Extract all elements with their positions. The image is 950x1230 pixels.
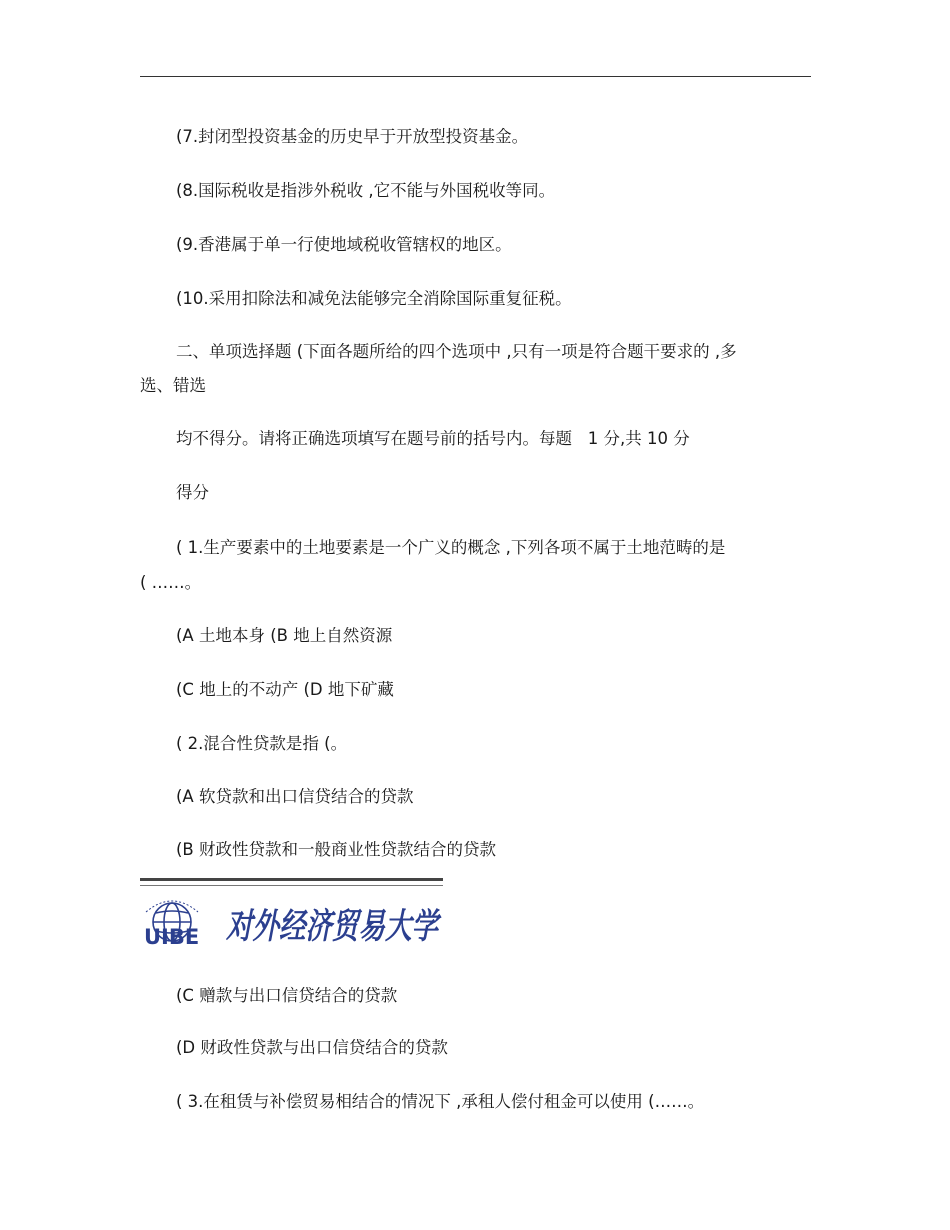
question-2-option-b: (B 财政性贷款和一般商业性贷款结合的贷款	[176, 840, 497, 859]
question-1: ( 1.生产要素中的土地要素是一个广义的概念 ,下列各项不属于土地范畴的是	[176, 538, 726, 557]
question-1-options-ab: (A 土地本身 (B 地上自然资源	[176, 626, 393, 645]
section-heading: 二、单项选择题 (下面各题所给的四个选项中 ,只有一项是符合题干要求的 ,多	[176, 342, 737, 361]
section-heading-cont: 选、错选	[140, 376, 206, 395]
statement-9: (9.香港属于单一行使地域税收管辖权的地区。	[176, 235, 512, 254]
question-2: ( 2.混合性贷款是指 (。	[176, 734, 348, 753]
statement-8: (8.国际税收是指涉外税收 ,它不能与外国税收等同。	[176, 181, 556, 200]
question-1-options-cd: (C 地上的不动产 (D 地下矿藏	[176, 680, 394, 699]
statement-10: (10.采用扣除法和减免法能够完全消除国际重复征税。	[176, 289, 572, 308]
logo-abbr: UIBE	[144, 925, 200, 949]
question-2-option-c: (C 赠款与出口信贷结合的贷款	[176, 986, 398, 1005]
question-3: ( 3.在租赁与补偿贸易相结合的情况下 ,承租人偿付租金可以使用 (……。	[176, 1092, 705, 1111]
header-rule	[140, 76, 811, 77]
question-1-cont: ( ……。	[140, 573, 202, 592]
logo-graphic	[140, 878, 444, 948]
university-logo	[140, 878, 444, 948]
question-2-option-d: (D 财政性贷款与出口信贷结合的贷款	[176, 1038, 448, 1057]
section-instructions: 均不得分。请将正确选项填写在题号前的括号内。每题 1 分,共 10 分	[176, 429, 690, 448]
question-2-option-a: (A 软贷款和出口信贷结合的贷款	[176, 787, 414, 806]
statement-7: (7.封闭型投资基金的历史早于开放型投资基金。	[176, 127, 529, 146]
logo-calligraphy: 对外经济贸易大学	[225, 906, 442, 947]
score-label: 得分	[176, 483, 209, 502]
